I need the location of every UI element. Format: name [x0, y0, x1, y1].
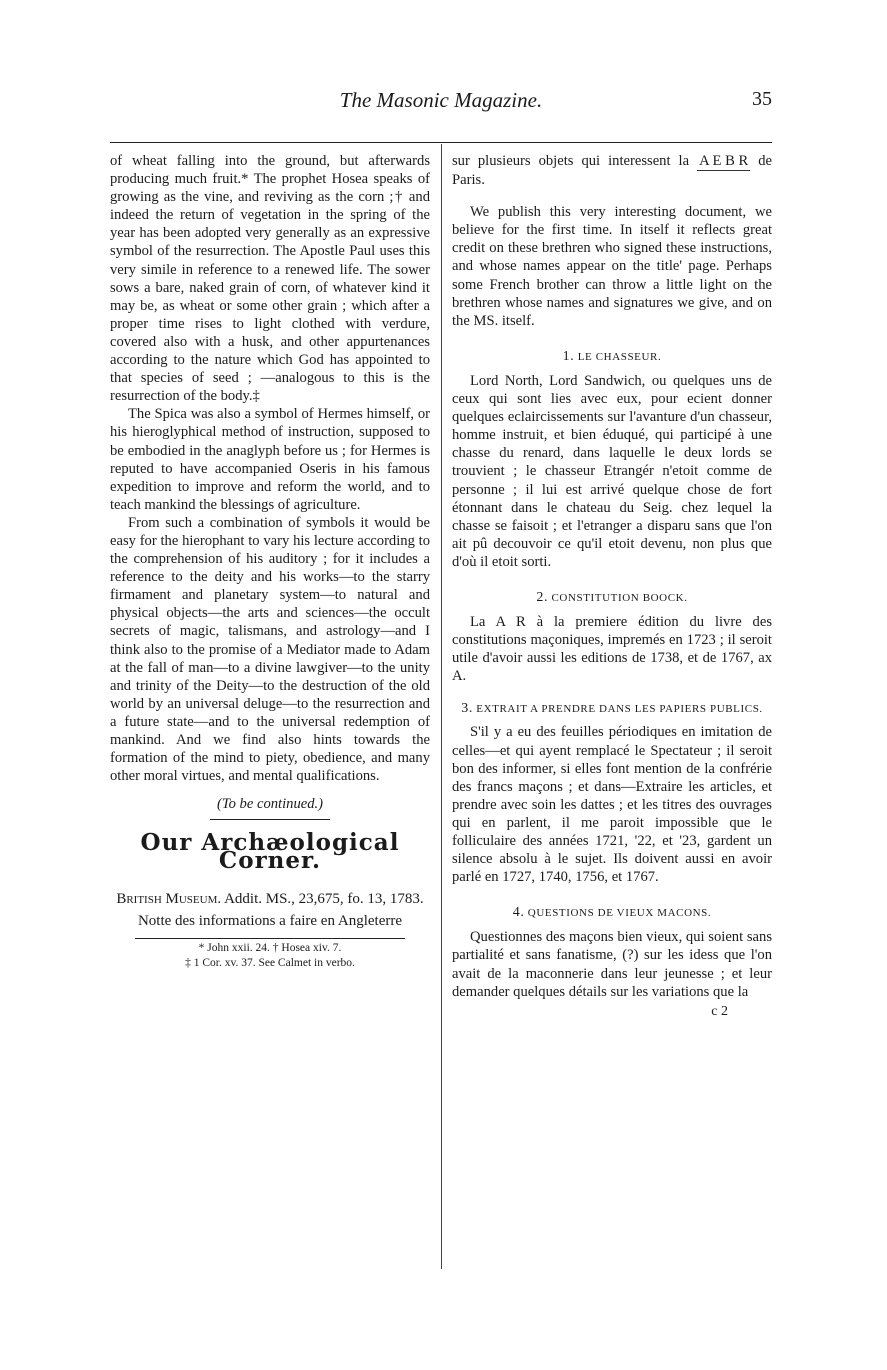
- section-4-heading: [452, 904, 772, 922]
- spacer: [452, 189, 772, 203]
- section-1-title: LE CHASSEUR.: [577, 350, 662, 363]
- section-2-title: CONSTITUTION BOOCK.: [551, 591, 688, 604]
- page-number: 35: [752, 88, 772, 110]
- section-rule: [210, 819, 330, 820]
- citation-rest: Addit. MS., 23,675, fo. 13, 1783.: [224, 890, 424, 907]
- section-2-text: La A R à la premiere édition du livre des constitutions maçoniques, impremés en 1723 ; il seroit utile d'avoir aussi les editions de 1738, et de 1767, ax A.: [452, 614, 772, 685]
- intro-tail: de Paris.: [452, 153, 772, 189]
- footnote-rule: [135, 938, 405, 939]
- section-2-heading: [452, 589, 772, 607]
- page-title: The Masonic Magazine.: [339, 88, 543, 112]
- editorial-note: We publish this very interesting document, we believe for the first time. In itself it reflects great credit on these brethren who signed these instructions, and whose names appear on the title' page. Perhaps some French brother can throw a little light on the brethren whose names and signatures we give, and on the MS. itself.: [452, 204, 772, 329]
- column-divider: [441, 144, 442, 1269]
- footnote-line-1: * John xxii. 24. † Hosea xiv. 7.: [198, 941, 342, 954]
- citation-note: Notte des informations a faire en Angleterre: [137, 912, 403, 929]
- section-1-text: Lord North, Lord Sandwich, ou quelques uns de ceux qui sont lies avec eux, pour ecient donner quelques eclaircissements sur l'avanture d'un chasseur, homme instruit, et bien éduqué, qui participé à une chasse du renard, dans laquelle le deux lords se trouvient ; le chasseur Etrangér n'etoit comme de personne ; il lui est arrivé quelque chose de fort étonnant dans le chateau du Seig. chez lequel la chasse se faisoit ; et l'etranger a disparu sans que l'on ait pû decouvoir ce qu'il etoit devenu, non plus que d'où il etoit sorti.: [452, 372, 772, 570]
- lodge-abbreviation: A E B R: [697, 152, 750, 171]
- section-4-number: 4.: [512, 905, 525, 921]
- section-3-number: 3.: [461, 701, 473, 717]
- section-title: Our Archæological Corner.: [140, 829, 400, 875]
- section-4-text: Questionnes des maçons bien vieux, qui soient sans partialité et sans fanatisme, (?) sur les idess que l'on avait de la maconnerie dans leur jeunesse ; et leur demander quelques détails sur les variations que la: [452, 929, 772, 1000]
- left-paragraph-2: The Spica was also a symbol of Hermes himself, or his hieroglyphical method of instruction, supposed to be embodied in the anaglyph before us ; for Hermes is reputed to have accompanied Oseris in his famous expedition to improve and reform the world, and to teach mankind the blessings of agriculture.: [110, 406, 430, 513]
- section-1-heading: [452, 348, 772, 366]
- footnotes: [110, 941, 430, 971]
- running-head: [110, 86, 772, 116]
- section-3-text: S'il y a eu des feuilles périodiques en imitation de celles—et qui ayent remplacé le Spectateur ; il seroit bon des informer, si elles font mention de la confrérie des francs maçons ; et dans—Extraire les articles, et prendre avec soin les dattes ; et les titres des ouvrages qui en parlent, il me paroit impossible que le folliculaire des années 1721, '22, et '23, gardent un silence absolu à le sujet. Ils doivent aussi en avoir parlé en 1727, 1740, 1756, et 1767.: [452, 724, 772, 886]
- signature-mark: c 2: [711, 1003, 728, 1019]
- intro-text: sur plusieurs objets qui interessent la: [452, 153, 690, 169]
- header-rule: [110, 142, 772, 143]
- section-2-number: 2.: [536, 589, 549, 605]
- left-column: [110, 152, 430, 971]
- to-be-continued: (To be continued.): [216, 796, 324, 813]
- citation: [110, 889, 430, 910]
- section-1-number: 1.: [562, 348, 575, 364]
- right-column: [452, 152, 772, 1021]
- citation-lead: British Museum.: [116, 890, 222, 907]
- intro-line: [452, 152, 772, 189]
- left-paragraph-1: of wheat falling into the ground, but afterwards producing much fruit.* The prophet Hosea speaks of growing as the vine, and reviving as the corn ;† and indeed the return of vegetation in the spring of the year has been adopted very generally as an expressive symbol of the resurrection. The Apostle Paul uses this very simile in reference to a renewed life. The sower sows a bare, naked grain of corn, of whatever kind it may be, as wheat or some other grain ; which after a proper time rises to light clothed with verdure, covered also with a husk, and other appurtenances according to the nature which God has appointed to that species of seed ; —analogous to this is the resurrection of the body.‡: [110, 153, 430, 405]
- footnote-line-2: ‡ 1 Cor. xv. 37. See Calmet in verbo.: [185, 956, 355, 969]
- left-paragraph-3: From such a combination of symbols it would be easy for the hierophant to vary his lecture according to the comprehension of his auditory ; for it includes a reference to the deity and his works—to the starry firmament and planetary system—to natural and physical objects—the arts and sciences—the occult secrets of magic, talismans, and astrology—and I think also to the promise of a Mediator made to Adam at the fall of man—to a divine lawgiver—to the unity and trinity of the Deity—to the destruction of the old world by an universal deluge—to the resurrection and a future state—and to the universal redemption of mankind. And we find also hints towards the formation of the mind to piety, obedience, and many other moral virtues, and mental qualifications.: [110, 514, 430, 785]
- section-3-heading: [452, 701, 772, 717]
- section-3-title: EXTRAIT A PRENDRE DANS LES PAPIERS PUBLICS.: [476, 703, 763, 716]
- section-4-title: QUESTIONS DE VIEUX MACONS.: [527, 907, 712, 920]
